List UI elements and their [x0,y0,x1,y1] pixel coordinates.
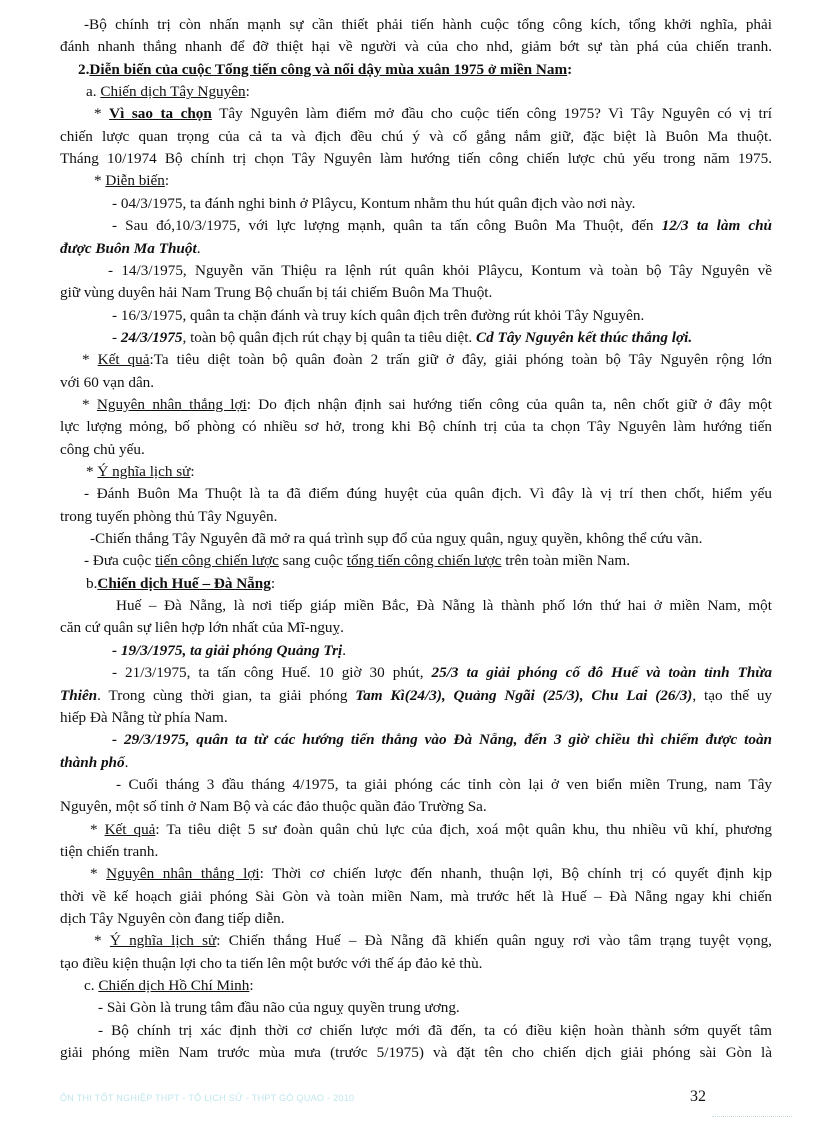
text-run: * [82,395,97,413]
text-run: Ý nghĩa lịch sử [97,463,191,480]
text-run: a. [86,83,101,101]
text-run: : Thời cơ chiến lược đến nhanh, thuận lợi, Bộ chính trị có quyết định kịp [259,865,772,883]
text-run: Diễn biến của cuộc Tổng tiến công và nổi dậy mùa xuân 1975 ở miền Nam [89,60,568,78]
text-run: - 14/3/1975, Nguyễn văn Thiệu ra lệnh rút quân khỏi Plâycu, Kontum và toàn bộ Tây Nguyên về [108,261,772,279]
text-run: Chiến dịch Huế – Đà Nẵng [97,574,271,592]
text-run: chiến lược quan trọng của cả ta và địch đều chú ý và cố gắng nắm giữ, đặc biệt là Buôn Ma thuột. [60,127,772,145]
text-run: trên toàn miền Nam. [501,552,631,570]
text-line [60,685,772,707]
text-run: : Do địch nhận định sai hướng tiến công của quân ta, nên chốt giữ ở đây một [246,395,772,413]
text-run: , toàn bộ quân địch rút chạy bị quân ta tiêu diệt. [182,328,477,346]
text-line [78,59,772,81]
text-run: Nguyên nhân thắng lợi [106,865,260,883]
text-run: - 19/3/1975, ta giải phóng Quảng Trị [112,641,343,659]
text-run: - 16/3/1975, quân ta chặn đánh và truy kích quân địch trên đường rút khỏi Tây Nguyên. [112,306,645,324]
text-line [60,416,772,438]
text-run: - Cuối tháng 3 đầu tháng 4/1975, ta giải phóng các tỉnh còn lại ở ven biển miền Trung, nam Tây [116,775,772,793]
text-run: . Trong cùng thời gian, ta giải phóng [97,686,356,704]
text-run: * [90,865,107,883]
text-line [60,841,772,863]
text-line [82,349,772,371]
text-line [82,394,772,416]
text-run: được Buôn Ma Thuột [60,239,197,257]
text-line [84,975,772,997]
text-line [60,1042,772,1064]
text-run: * [94,172,106,190]
text-line [60,707,772,729]
text-line [98,997,772,1019]
text-run: hiếp Đà Nẵng từ phía Nam. [60,708,228,726]
text-run: . [196,239,201,257]
text-line [86,81,772,103]
text-line [86,461,772,483]
text-run: , tạo thế uy [692,686,772,704]
text-run: Diễn biến [105,172,165,190]
text-line [60,796,772,818]
text-run: Tây Nguyên làm điểm mở đầu cho cuộc tiến công 1975? Vì Tây Nguyên có vị trí [211,105,772,123]
text-run: : Chiến thắng Huế – Đà Nẵng đã khiến quân nguỵ rơi vào tâm trạng tuyệt vọng, [216,932,772,950]
text-line [84,483,772,505]
text-run: c. [84,977,99,995]
text-line [116,595,772,617]
text-run: dịch Tây Nguyên còn đang tiếp diễn. [60,910,285,927]
text-run: * [86,463,98,480]
text-line [60,282,772,304]
text-run: * [82,351,98,369]
text-run: * [94,105,110,123]
text-run: - Sài Gòn là trung tâm đầu não của nguỵ quyền trung ương. [98,999,460,1017]
text-run: đánh nhanh thắng nhanh để đỡ thiệt hại về người và của cho nhd, giảm bớt sự tàn phá của chiến tranh. [60,38,772,56]
text-run: tiện chiến tranh. [60,842,159,860]
text-run: - Sau đó,10/3/1975, với lực lượng mạnh, quân ta tấn công Buôn Ma Thuột, đến [112,217,662,235]
text-run: : [245,83,250,101]
text-run: Nguyên, một số tỉnh ở Nam Bộ và các đảo thuộc quần đảo Trường Sa. [60,798,487,816]
text-line [60,886,772,908]
text-run: công chủ yếu. [60,440,145,458]
page-number: 32 [690,1088,706,1105]
text-line [60,372,772,394]
text-line [60,506,772,528]
footer-dotted-rule [712,1116,792,1117]
text-line [112,215,772,237]
text-line [112,193,772,215]
footer-watermark: ÔN THI TỐT NGHIỆP THPT - TỔ LỊCH SỬ - THPT GÒ QUAO - 2010 [60,1093,355,1103]
text-run: :Ta tiêu diệt toàn bộ quân đoàn 2 trấn giữ ở đây, giải phóng toàn bộ Tây Nguyên rộng lớn [149,351,772,369]
text-run: Thiên [60,686,98,704]
text-line [60,148,772,170]
text-line [90,528,772,550]
text-run: - Bộ chính trị xác định thời cơ chiến lược mới đã đến, ta có điều kiện hoàn thành sớm quyết tâm [98,1021,772,1039]
text-run: 2. [78,60,90,78]
text-line [112,640,772,662]
text-run: Kết quả [97,351,150,369]
text-run: thời về kế hoạch giải phóng Sài Gòn và toàn miền Nam, mà trước hết là Huế – Đà Nẵng ngay khi chiến [60,887,772,905]
text-run: Ý nghĩa lịch sử [109,932,217,950]
text-run: : [249,977,254,995]
text-line [98,1020,772,1042]
text-run: . [342,641,347,659]
text-run: căn cứ quân sự liên hợp lớn nhất của Mĩ-nguỵ. [60,619,344,637]
text-run: Chiến dịch Tây Nguyên [100,83,246,101]
text-run: - Đưa cuộc [84,552,156,570]
text-line [112,327,772,349]
text-line [60,953,772,975]
text-line [60,439,772,461]
text-line [60,238,772,260]
text-run: Chiến dịch Hồ Chí Minh [98,977,250,995]
text-run: : [190,463,195,480]
text-run: tạo điều kiện thuận lợi cho ta tiến lên một bước với thế áp đảo kẻ thù. [60,954,483,972]
text-run: với 60 vạn dân. [60,373,155,391]
text-run: : [164,172,170,190]
text-line [86,573,772,595]
text-run: : [567,60,573,78]
text-run: * [94,932,110,950]
text-line [60,36,772,58]
text-line [84,550,772,572]
text-run: 24/3/1975 [120,328,183,346]
text-run: sang cuộc [278,552,347,570]
text-run: thành phố [60,753,125,771]
text-run: -Bộ chính trị còn nhấn mạnh sự cần thiết phải tiến hành cuộc tổng công kích, tổng khởi nghĩa, phải [84,16,772,33]
text-run: Huế – Đà Nẵng, là nơi tiếp giáp miền Bắc, Đà Nẵng là thành phố lớn thứ hai ở miền Nam, một [116,597,772,615]
text-line [60,908,772,930]
text-run: : [270,574,276,592]
text-line [112,305,772,327]
text-line [108,260,772,282]
text-line [90,819,772,841]
text-run: : Ta tiêu diệt 5 sư đoàn quân chủ lực của địch, xoá một quân khu, thu nhiều vũ khí, phương [155,820,772,838]
text-run: - [112,328,121,346]
text-line [116,774,772,796]
text-run: trong tuyến phòng thủ Tây Nguyên. [60,507,278,525]
text-run: lực lượng mỏng, bố phòng có nhiều sơ hở, trong khi Bộ chính trị của ta chọn Tây Nguyên làm hướng tiến [60,418,772,436]
text-run: Vì sao ta chọn [109,105,212,123]
text-run: - 21/3/1975, ta tấn công Huế. 10 giờ 30 phút, [112,664,432,682]
text-run: tổng tiến công chiến lược [346,552,502,570]
text-line [94,103,772,125]
text-run: b. [86,574,98,592]
text-run: Tháng 10/1974 Bộ chính trị chọn Tây Nguyên làm hướng tiến công chiến lược chủ yếu trong năm 1975. [60,150,772,168]
text-line [60,126,772,148]
text-line [94,930,772,952]
text-line [94,170,772,192]
text-run: Nguyên nhân thắng lợi [96,395,247,413]
text-line [90,863,772,885]
text-run: tiến công chiến lược [155,552,279,570]
text-line [112,729,772,751]
text-line [60,617,772,639]
text-run: - 04/3/1975, ta đánh nghi binh ở Plâycu, Kontum nhằm thu hút quân địch vào nơi này. [112,194,636,212]
text-run: . [124,753,129,771]
text-run: -Chiến thắng Tây Nguyên đã mở ra quá trình sụp đổ của nguỵ quân, nguỵ quyền, không thể cứu vãn. [90,530,703,548]
text-run: 25/3 ta giải phóng cố đô Huế và toàn tỉnh Thừa [431,664,772,682]
text-run: - 29/3/1975, quân ta từ các hướng tiến thẳng vào Đà Nẵng, đến 3 giờ chiều thì chiếm được toàn [112,731,772,749]
text-run: Tam Kì(24/3), Quảng Ngãi (25/3), Chu Lai (26/3) [355,686,693,704]
text-line [60,752,772,774]
text-run: 12/3 ta làm chủ [661,217,772,235]
text-run: * [90,820,105,838]
text-run: Cd Tây Nguyên kết thúc thắng lợi. [476,328,693,346]
text-run: giải phóng miền Nam trước mùa mưa (trước 5/1975) và đặt tên cho chiến dịch giải phóng sài Gòn là [60,1044,772,1062]
text-line [84,14,772,36]
text-run: - Đánh Buôn Ma Thuột là ta đã điểm đúng huyệt của quân địch. Vì đây là vị trí then chốt, hiểm yếu [84,485,772,503]
text-run: giữ vùng duyên hải Nam Trung Bộ chuẩn bị tái chiếm Buôn Ma Thuột. [60,284,493,302]
text-line [112,662,772,684]
text-run: Kết quả [104,820,156,838]
